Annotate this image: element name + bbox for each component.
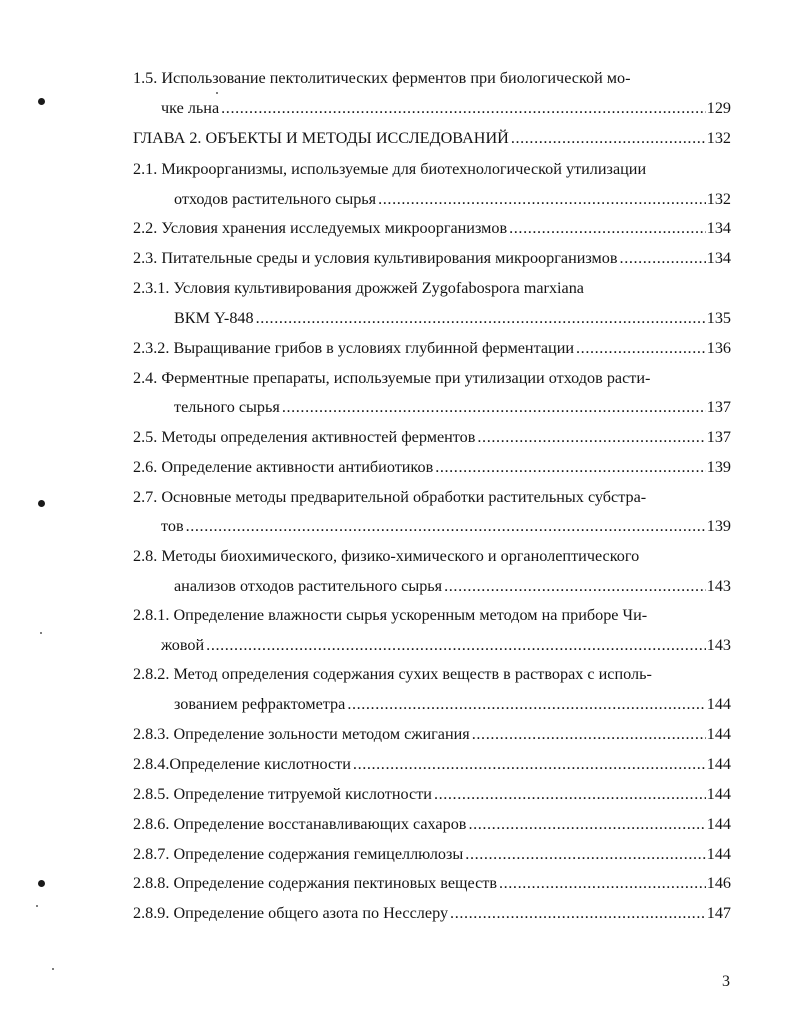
toc-entry-2-8: анализов отходов растительного сырья ..... 143 <box>174 576 731 596</box>
toc-entry-2-7: тов ..... 139 <box>161 516 731 536</box>
toc-page-number: 144 <box>706 755 731 773</box>
toc-chapter-2: ГЛАВА 2. ОБЪЕКТЫ И МЕТОДЫ ИССЛЕДОВАНИЙ ..... 132 <box>133 128 731 148</box>
scan-speck <box>40 632 42 634</box>
toc-page-number: 132 <box>706 129 731 147</box>
toc-page-number: 143 <box>706 577 731 595</box>
toc-page-number: 132 <box>706 190 731 208</box>
toc-entry-2-8-2: зованием рефрактометра ..... 144 <box>174 694 731 714</box>
toc-entry-2-8-line-1: 2.8. Методы биохимического, физико-химического и органолептического <box>133 547 640 565</box>
toc-entry-2-6: 2.6. Определение активности антибиотиков ..... 139 <box>133 457 731 477</box>
toc-entry-2-1: отходов растительного сырья ..... 132 <box>174 189 731 209</box>
toc-entry-2-3-1-line-1: 2.3.1. Условия культивирования дрожжей Zygofabospora marxiana <box>133 279 584 297</box>
toc-page-number: 137 <box>706 398 731 416</box>
toc-entry-2-3-2: 2.3.2. Выращивание грибов в условиях глубинной ферментации ..... 136 <box>133 338 731 358</box>
toc-page-number: 134 <box>706 219 731 237</box>
toc-entry-2-3-1: ВКМ Y-848 ..... 135 <box>174 308 731 328</box>
toc-entry-2-1-line-1: 2.1. Микроорганизмы, используемые для биотехнологической утилизации <box>133 160 647 178</box>
toc-entry-2-8-2-line-1: 2.8.2. Метод определения содержания сухих веществ в растворах с исполь- <box>133 665 652 683</box>
toc-entry-2-3: 2.3. Питательные среды и условия культивирования микроорганизмов ..... 134 <box>133 248 731 268</box>
toc-entry-2-4: тельного сырья ..... 137 <box>174 397 731 417</box>
scan-speck <box>216 92 218 94</box>
toc-page-number: 143 <box>706 636 731 654</box>
toc-entry-2-8-3: 2.8.3. Определение зольности методом сжигания ..... 144 <box>133 724 731 744</box>
toc-entry-2-4-line-1: 2.4. Ферментные препараты, используемые при утилизации отходов расти- <box>133 369 651 387</box>
toc-entry-1-5-line-1: 1.5. Использование пектолитических ферментов при биологической мо- <box>133 69 631 87</box>
binder-hole-mark <box>38 98 45 105</box>
toc-page-number: 137 <box>706 428 731 446</box>
toc-page-number: 144 <box>706 815 731 833</box>
binder-hole-mark <box>38 880 45 887</box>
toc-entry-2-8-5: 2.8.5. Определение титруемой кислотности ..... 144 <box>133 784 731 804</box>
toc-page-number: 147 <box>706 904 731 922</box>
toc-entry-2-7-line-1: 2.7. Основные методы предварительной обработки растительных субстра- <box>133 488 647 506</box>
toc-page-number: 135 <box>706 309 731 327</box>
toc-page-number: 144 <box>706 725 731 743</box>
toc-entry-2-8-1-line-1: 2.8.1. Определение влажности сырья ускоренным методом на приборе Чи- <box>133 606 648 624</box>
toc-page-number: 144 <box>706 785 731 803</box>
toc-entry-2-8-1: жовой ..... 143 <box>161 635 731 655</box>
scan-speck <box>52 968 54 970</box>
toc-page-number: 146 <box>706 874 731 892</box>
toc-entry-2-8-7: 2.8.7. Определение содержания гемицеллюлозы ..... 144 <box>133 844 731 864</box>
toc-entry-2-2: 2.2. Условия хранения исследуемых микроорганизмов ..... 134 <box>133 218 731 238</box>
toc-page-number: 139 <box>706 517 731 535</box>
toc-entry-2-8-4: 2.8.4.Определение кислотности ..... 144 <box>133 754 731 774</box>
toc-page-number: 129 <box>706 99 731 117</box>
toc-entry-2-8-6: 2.8.6. Определение восстанавливающих сахаров ..... 144 <box>133 814 731 834</box>
toc-entry-2-8-8: 2.8.8. Определение содержания пектиновых веществ ..... 146 <box>133 873 731 893</box>
toc-page-number: 139 <box>706 458 731 476</box>
toc-page-number: 144 <box>706 845 731 863</box>
toc-page-number: 134 <box>706 249 731 267</box>
scan-speck <box>36 905 38 907</box>
binder-hole-mark <box>38 500 45 507</box>
toc-entry-2-8-9: 2.8.9. Определение общего азота по Несслеру ..... 147 <box>133 903 731 923</box>
toc-entry-2-5: 2.5. Методы определения активностей ферментов ..... 137 <box>133 427 731 447</box>
toc-entry-1-5: чке льна ..... 129 <box>161 98 731 118</box>
page-number: 3 <box>722 973 730 990</box>
toc-page-number: 136 <box>706 339 731 357</box>
toc-page-number: 144 <box>706 695 731 713</box>
